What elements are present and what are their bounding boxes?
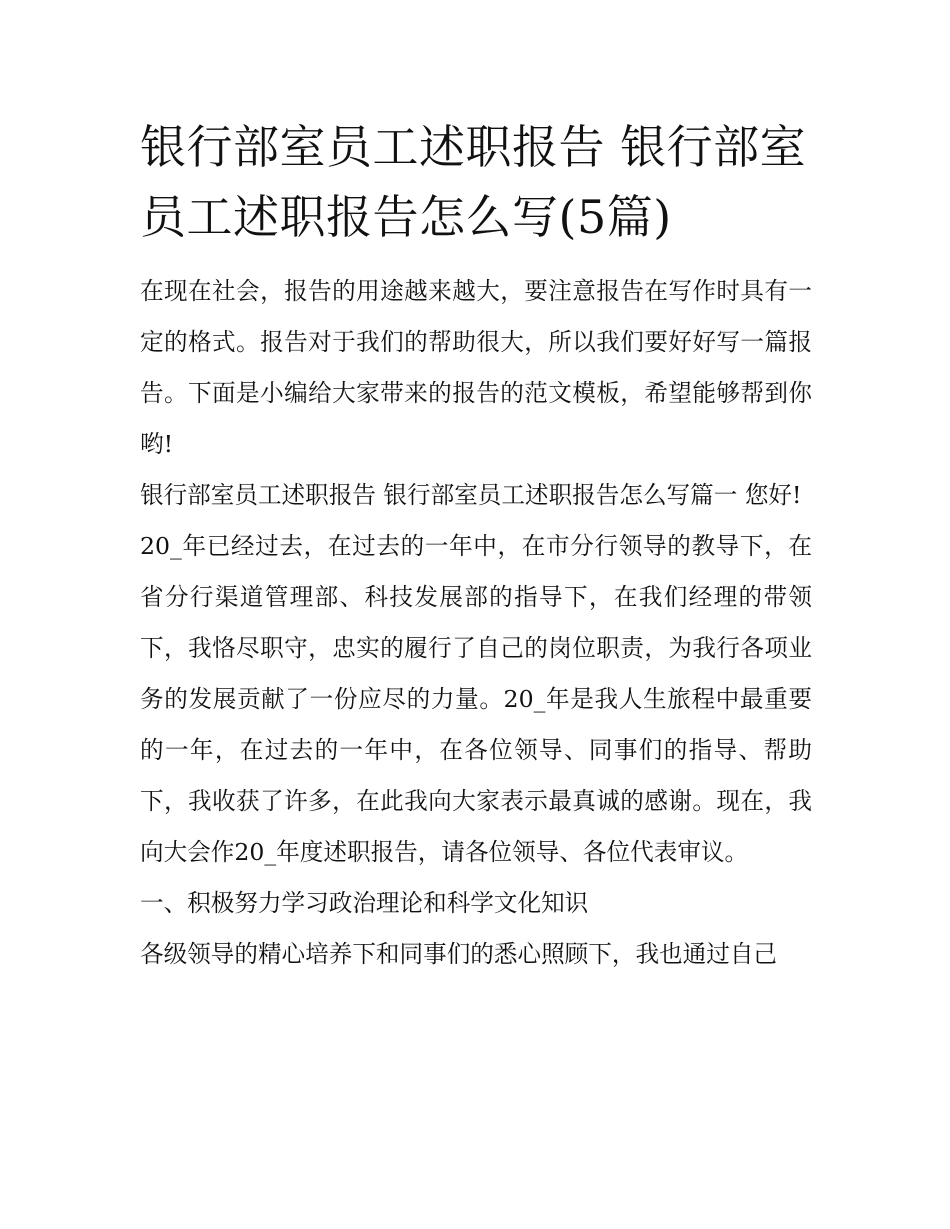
document-title: 银行部室员工述职报告 银行部室员工述职报告怎么写(5篇) [140,120,807,244]
section-heading-paragraph: 银行部室员工述职报告 银行部室员工述职报告怎么写篇一 您好! [140,481,802,509]
intro-paragraph: 在现在社会，报告的用途越来越大，要注意报告在写作时具有一定的格式。报告对于我们的帮助很大，所以我们要好好写一篇报告。下面是小编给大家带来的报告的范文模板，希望能够帮到你哟! [140,277,812,458]
body-paragraph-continued: 各级领导的精心培养下和同事们的悉心照顾下，我也通过自己 [140,940,778,968]
document-body [140,112,812,980]
body-paragraph: 20_年已经过去，在过去的一年中，在市分行领导的教导下，在省分行渠道管理部、科技发展部的指导下，在我们经理的带领下，我恪尽职守，忠实的履行了自己的岗位职责，为我行各项业务的发展贡献了一份应尽的力量。20_年是我人生旅程中最重要的一年，在过去的一年中，在各位领导、同事们的指导、帮助下，我收获了许多，在此我向大家表示最真诚的感谢。现在，我向大会作20_年度述职报告，请各位领导、各位代表审议。 [140,532,812,866]
subsection-heading: 一、积极努力学习政治理论和科学文化知识 [140,889,589,917]
